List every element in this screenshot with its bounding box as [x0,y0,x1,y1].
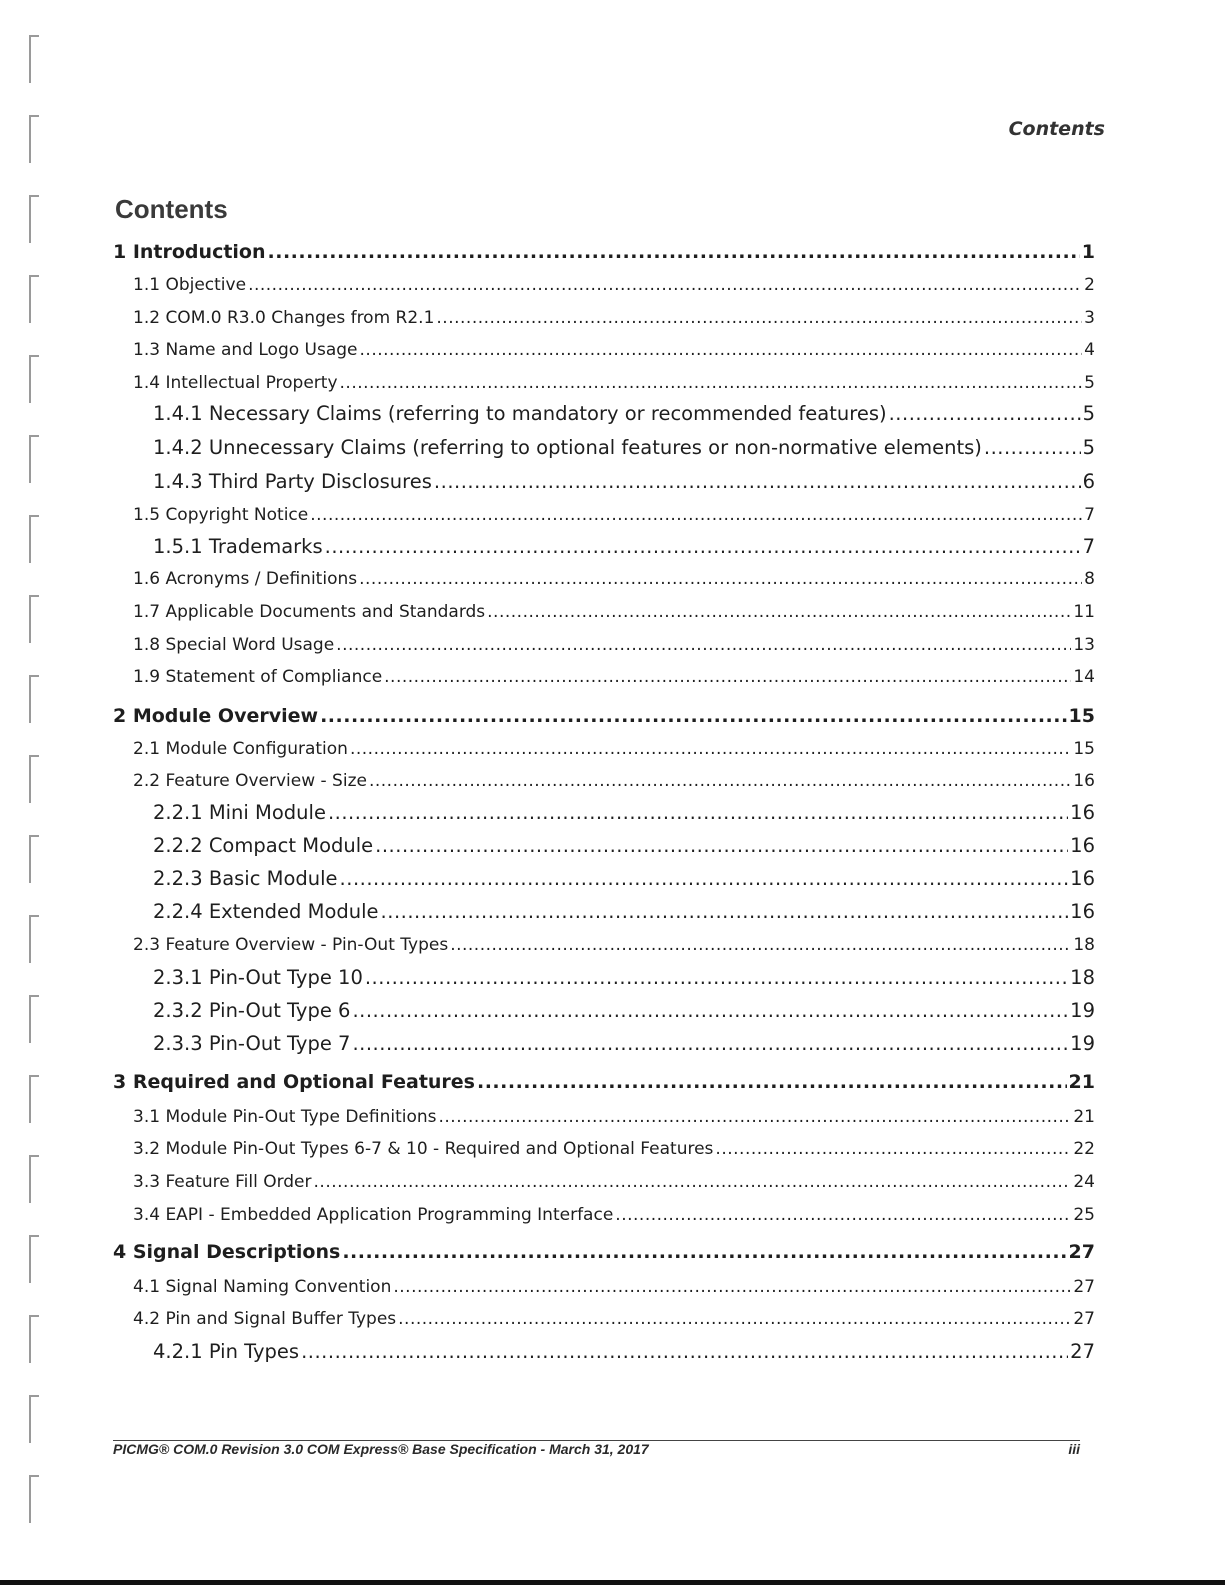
toc-entry-title: 2.2.1 Mini Module [153,801,326,824]
toc-entry-level-3[interactable] [153,900,1095,923]
toc-dot-leader [369,771,1071,791]
toc-dot-leader [381,900,1069,923]
toc-dot-leader [365,966,1068,989]
toc-entry-title: 1.4.3 Third Party Disclosures [153,470,432,493]
toc-entry-title: 1.4 Intellectual Property [133,373,338,393]
toc-entry-level-3[interactable] [153,966,1095,989]
toc-entry-page: 5 [1082,436,1095,459]
toc-entry-page: 16 [1073,771,1095,791]
toc-entry-page: 25 [1073,1205,1095,1225]
toc-entry-page: 5 [1082,402,1095,425]
toc-dot-leader [248,275,1082,295]
toc-entry-page: 5 [1084,373,1095,393]
toc-entry-level-3[interactable] [153,535,1095,558]
toc-entry-level-2[interactable] [133,739,1095,759]
toc-entry-title: 3 Required and Optional Features [113,1071,475,1093]
toc-dot-leader [984,436,1081,459]
toc-entry-title: 1.7 Applicable Documents and Standards [133,602,486,622]
toc-dot-leader [328,801,1068,824]
toc-dot-leader [487,602,1071,622]
toc-entry-page: 21 [1073,1107,1095,1127]
toc-dot-leader [450,935,1071,955]
toc-dot-leader [301,1340,1068,1363]
toc-entry-level-2[interactable] [133,275,1095,295]
toc-entry-title: 2.2 Feature Overview - Size [133,771,367,791]
toc-dot-leader [715,1139,1071,1159]
toc-entry-level-3[interactable] [153,867,1095,890]
toc-entry-page: 16 [1070,900,1095,923]
toc-entry-level-2[interactable] [133,1277,1095,1297]
toc-entry-page: 18 [1070,966,1095,989]
toc-entry-page: 27 [1073,1309,1095,1329]
toc-entry-level-3[interactable] [153,801,1095,824]
toc-entry-title: 2.2.4 Extended Module [153,900,379,923]
toc-dot-leader [336,635,1071,655]
toc-entry-page: 3 [1084,308,1095,328]
toc-entry-title: 2.3.1 Pin-Out Type 10 [153,966,363,989]
toc-entry-page: 27 [1073,1277,1095,1297]
toc-entry-level-2[interactable] [133,771,1095,791]
toc-entry-title: 1.4.1 Necessary Claims (referring to mandatory or recommended features) [153,402,887,425]
toc-entry-level-2[interactable] [133,505,1095,525]
toc-entry-level-1[interactable] [113,1071,1095,1093]
toc-entry-title: 2.3.2 Pin-Out Type 6 [153,999,351,1022]
toc-entry-page: 4 [1084,340,1095,360]
toc-entry-level-3[interactable] [153,436,1095,459]
toc-dot-leader [340,373,1083,393]
toc-entry-level-2[interactable] [133,569,1095,589]
toc-entry-level-3[interactable] [153,834,1095,857]
toc-dot-leader [477,1071,1067,1093]
toc-entry-page: 13 [1073,635,1095,655]
toc-dot-leader [310,505,1082,525]
toc-entry-level-2[interactable] [133,667,1095,687]
toc-entry-level-3[interactable] [153,1032,1095,1055]
toc-entry-page: 18 [1073,935,1095,955]
toc-entry-title: 1.9 Statement of Compliance [133,667,383,687]
toc-title: Contents [115,194,228,224]
toc-dot-leader [340,867,1069,890]
toc-entry-page: 15 [1068,705,1095,727]
toc-entry-title: 1.4.2 Unnecessary Claims (referring to optional features or non-normative elements) [153,436,982,459]
toc-entry-level-2[interactable] [133,340,1095,360]
toc-entry-title: 1.2 COM.0 R3.0 Changes from R2.1 [133,308,435,328]
toc-entry-title: 2.3.3 Pin-Out Type 7 [153,1032,351,1055]
toc-dot-leader [436,308,1082,328]
toc-entry-level-2[interactable] [133,1139,1095,1159]
toc-dot-leader [384,667,1071,687]
toc-dot-leader [320,705,1066,727]
toc-dot-leader [314,1172,1072,1192]
toc-entry-title: 1.5 Copyright Notice [133,505,309,525]
toc-entry-page: 2 [1084,275,1095,295]
toc-entry-page: 16 [1070,834,1095,857]
toc-entry-title: 4.2 Pin and Signal Buffer Types [133,1309,397,1329]
toc-entry-level-2[interactable] [133,935,1095,955]
toc-entry-level-1[interactable] [113,705,1095,727]
toc-entry-level-3[interactable] [153,470,1095,493]
toc-entry-title: 4.1 Signal Naming Convention [133,1277,392,1297]
toc-entry-title: 1.3 Name and Logo Usage [133,340,358,360]
toc-entry-page: 27 [1068,1241,1095,1263]
toc-entry-page: 27 [1070,1340,1095,1363]
running-header: Contents [1008,118,1105,140]
toc-dot-leader [393,1277,1071,1297]
toc-entry-page: 19 [1070,1032,1095,1055]
footer-page-number: iii [1068,1441,1080,1457]
toc-entry-level-2[interactable] [133,1172,1095,1192]
toc-entry-page: 1 [1081,241,1095,263]
toc-entry-level-3[interactable] [153,1340,1095,1363]
toc-entry-title: 2.2.2 Compact Module [153,834,374,857]
toc-dot-leader [889,402,1081,425]
toc-entry-page: 15 [1073,739,1095,759]
toc-entry-level-3[interactable] [153,402,1095,425]
toc-entry-level-2[interactable] [133,1205,1095,1225]
page-footer [113,1441,1080,1457]
toc-entry-level-2[interactable] [133,602,1095,622]
toc-entry-level-2[interactable] [133,308,1095,328]
toc-dot-leader [352,999,1068,1022]
toc-entry-page: 14 [1073,667,1095,687]
toc-dot-leader [268,241,1080,263]
toc-dot-leader [434,470,1081,493]
toc-dot-leader [375,834,1068,857]
toc-entry-title: 1 Introduction [113,241,266,263]
toc-dot-leader [398,1309,1071,1329]
toc-entry-title: 3.1 Module Pin-Out Type Definitions [133,1107,437,1127]
toc-entry-title: 2.3 Feature Overview - Pin-Out Types [133,935,449,955]
toc-dot-leader [352,1032,1068,1055]
toc-entry-level-3[interactable] [153,999,1095,1022]
toc-dot-leader [350,739,1071,759]
footer-spec-title: PICMG® COM.0 Revision 3.0 COM Express® Base Specification - March 31, 2017 [113,1441,649,1457]
toc-entry-title: 4 Signal Descriptions [113,1241,341,1263]
toc-entry-title: 1.5.1 Trademarks [153,535,323,558]
toc-entry-level-1[interactable] [113,241,1095,263]
toc-entry-level-2[interactable] [133,1107,1095,1127]
toc-entry-page: 8 [1084,569,1095,589]
toc-entry-title: 2 Module Overview [113,705,319,727]
toc-entry-page: 24 [1073,1172,1095,1192]
scan-edge [0,1580,1225,1585]
toc-entry-level-2[interactable] [133,1309,1095,1329]
toc-entry-page: 16 [1070,867,1095,890]
toc-entry-level-2[interactable] [133,635,1095,655]
toc-entry-title: 1.6 Acronyms / Definitions [133,569,358,589]
toc-entry-title: 3.4 EAPI - Embedded Application Programming Interface [133,1205,614,1225]
toc-entry-page: 19 [1070,999,1095,1022]
toc-entry-page: 22 [1073,1139,1095,1159]
toc-entry-title: 3.2 Module Pin-Out Types 6-7 & 10 - Required and Optional Features [133,1139,714,1159]
toc-entry-page: 7 [1082,535,1095,558]
toc-entry-page: 6 [1082,470,1095,493]
toc-entry-title: 2.2.3 Basic Module [153,867,338,890]
toc-dot-leader [360,340,1083,360]
toc-entry-title: 1.8 Special Word Usage [133,635,335,655]
toc-entry-page: 7 [1084,505,1095,525]
toc-entry-title: 2.1 Module Configuration [133,739,348,759]
toc-dot-leader [342,1241,1066,1263]
toc-dot-leader [325,535,1081,558]
toc-entry-level-2[interactable] [133,373,1095,393]
toc-entry-title: 1.1 Objective [133,275,247,295]
toc-dot-leader [615,1205,1071,1225]
toc-dot-leader [439,1107,1072,1127]
toc-dot-leader [359,569,1082,589]
toc-entry-level-1[interactable] [113,1241,1095,1263]
toc-entry-page: 21 [1068,1071,1095,1093]
toc-entry-page: 11 [1073,602,1095,622]
toc-entry-title: 4.2.1 Pin Types [153,1340,300,1363]
toc-entry-title: 3.3 Feature Fill Order [133,1172,312,1192]
toc-entry-page: 16 [1070,801,1095,824]
